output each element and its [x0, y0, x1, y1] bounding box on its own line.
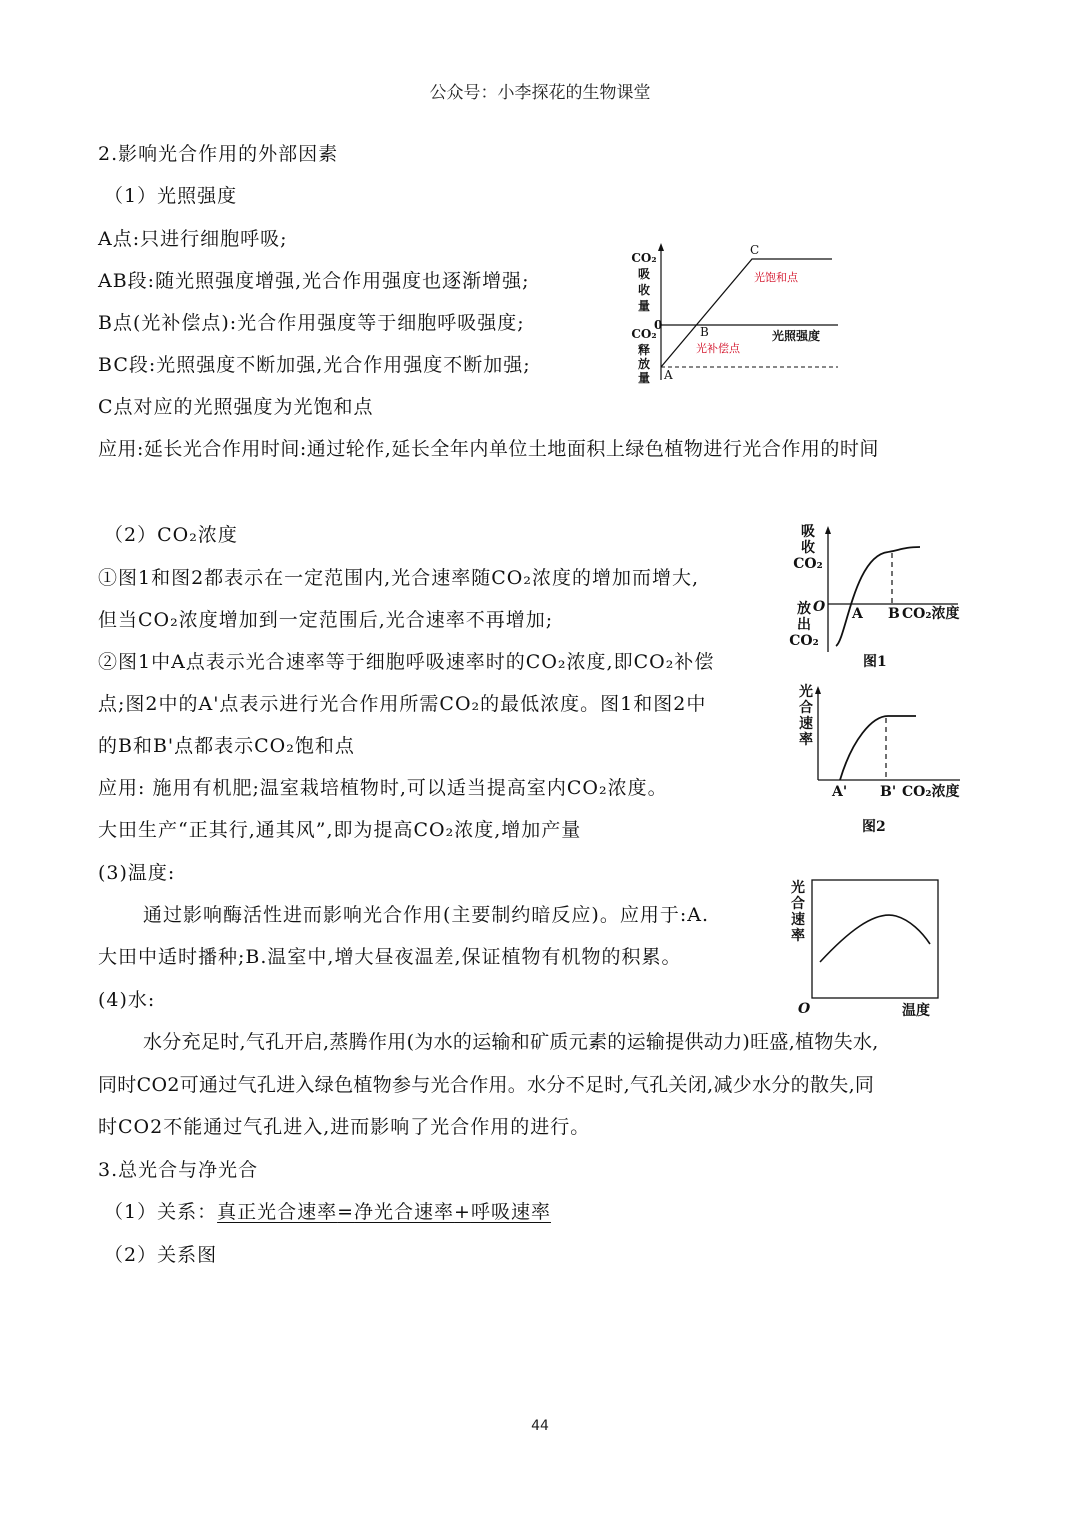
point-b-label: B — [888, 606, 900, 622]
y-axis-label: 量 — [637, 299, 651, 313]
point-b-label: B' — [880, 784, 897, 800]
light-response-curve — [661, 259, 832, 367]
relation-equals: = — [337, 1201, 355, 1223]
co2-response-curve — [836, 547, 920, 646]
y-axis-arrow — [825, 526, 831, 534]
text-line: B点(光补偿点):光合作用强度等于细胞呼吸强度; — [98, 312, 525, 334]
relation-net-rate: 净光合速率 — [354, 1201, 455, 1223]
x-axis-label: 光照强度 — [772, 329, 821, 343]
subheading-temp: (3)温度: — [98, 862, 176, 884]
y-axis-label: CO₂ — [789, 633, 819, 649]
x-axis-label: CO₂浓度 — [902, 784, 960, 800]
y-axis-label: 合 — [791, 896, 805, 912]
y-axis-label: 释 — [637, 343, 651, 357]
text-line: ①图1和图2都表示在一定范围内,光合速率随CO₂浓度的增加而增大, — [98, 567, 699, 589]
text-line: 通过影响酶活性进而影响光合作用(主要制约暗反应)。应用于:A. — [143, 904, 709, 926]
y-axis-label: 速 — [791, 912, 805, 928]
point-a-label: A — [664, 368, 673, 382]
compensation-point-label: 光补偿点 — [696, 342, 740, 355]
figure-2-chart — [790, 680, 970, 838]
text-line: 应用:延长光合作用时间:通过轮作,延长全年内单位土地面积上绿色植物进行光合作用的时间 — [98, 438, 879, 460]
subheading-water: (4)水: — [98, 989, 156, 1011]
text-line: 时CO2不能通过气孔进入,进而影响了光合作用的进行。 — [98, 1116, 591, 1138]
relation-plus: + — [454, 1201, 471, 1223]
zero-label: 0 — [654, 318, 663, 332]
y-axis-label: 收 — [637, 283, 651, 297]
saturation-point-label: 光饱和点 — [754, 271, 798, 284]
x-axis-label: 温度 — [902, 1003, 930, 1019]
y-axis-label: 收 — [801, 540, 815, 556]
page-header: 公众号：小李探花的生物课堂 — [429, 83, 651, 103]
text-line: 点;图2中的A'点表示进行光合作用所需CO₂的最低浓度。图1和图2中 — [98, 693, 707, 715]
point-a-label: A' — [832, 784, 848, 800]
y-axis-label: 率 — [791, 928, 805, 944]
section-title: 3.总光合与净光合 — [98, 1159, 259, 1181]
text-line: C点对应的光照强度为光饱和点 — [98, 396, 374, 418]
origin-label: O — [813, 599, 826, 615]
section-title: 2.影响光合作用的外部因素 — [98, 143, 339, 165]
y-axis-label: 合 — [799, 700, 813, 716]
y-axis-label: 吸 — [801, 524, 815, 540]
y-axis-arrow — [815, 686, 821, 694]
co2-response-curve — [840, 716, 916, 780]
y-axis-label: CO₂ — [793, 556, 823, 572]
relation-line — [104, 1198, 551, 1226]
text-line: 同时CO2可通过气孔进入绿色植物参与光合作用。水分不足时,气孔关闭,减少水分的散失,同 — [98, 1074, 875, 1096]
y-axis-arrow — [658, 243, 664, 251]
plot-frame — [812, 880, 938, 998]
y-axis-label: 放 — [797, 601, 811, 617]
temperature-response-curve — [820, 915, 930, 962]
y-axis-label: 出 — [797, 617, 811, 633]
y-axis-label: CO₂ — [631, 251, 657, 265]
relation-true-rate: 真正光合速率 — [217, 1201, 338, 1223]
temperature-chart — [786, 874, 946, 1022]
x-axis-label: CO₂浓度 — [902, 606, 960, 622]
text-line: 水分充足时,气孔开启,蒸腾作用(为水的运输和矿质元素的运输提供动力)旺盛,植物失水, — [143, 1031, 879, 1053]
y-axis-label: 率 — [799, 732, 813, 748]
text-line: 但当CO₂浓度增加到一定范围后,光合速率不再增加; — [98, 609, 554, 631]
text-line: 大田中适时播种;B.温室中,增大昼夜温差,保证植物有机物的积累。 — [98, 946, 682, 968]
figure-caption: 图1 — [863, 654, 887, 670]
point-c-label: C — [750, 243, 760, 257]
y-axis-label: CO₂ — [631, 327, 657, 341]
text-line: 应用: 施用有机肥;温室栽培植物时,可以适当提高室内CO₂浓度。 — [98, 777, 668, 799]
text-line: ②图1中A点表示光合速率等于细胞呼吸速率时的CO₂浓度,即CO₂补偿 — [98, 651, 715, 673]
light-intensity-chart — [620, 240, 845, 390]
subheading-co2: （2）CO₂浓度 — [104, 524, 238, 546]
y-axis-label: 光 — [799, 684, 813, 700]
figure-caption: 图2 — [862, 819, 886, 835]
relation-respiration-rate: 呼吸速率 — [470, 1201, 551, 1223]
y-axis-label: 速 — [799, 716, 813, 732]
subheading-diagram: （2）关系图 — [104, 1244, 218, 1266]
text-line: 的B和B'点都表示CO₂饱和点 — [98, 735, 355, 757]
y-axis-label: 吸 — [637, 267, 651, 281]
page-number: 44 — [531, 1418, 549, 1434]
relation-label: （1）关系： — [104, 1201, 218, 1223]
y-axis-label: 光 — [791, 880, 805, 896]
subheading-light: （1）光照强度 — [104, 185, 238, 207]
text-line: A点:只进行细胞呼吸; — [98, 228, 288, 250]
figure-1-chart — [788, 520, 970, 672]
point-a-label: A — [852, 606, 863, 622]
text-line: 大田生产“正其行,通其风”,即为提高CO₂浓度,增加产量 — [98, 819, 582, 841]
text-line: AB段:随光照强度增强,光合作用强度也逐渐增强; — [98, 270, 530, 292]
y-axis-label: 量 — [637, 371, 651, 385]
y-axis-label: 放 — [637, 357, 651, 371]
text-line: BC段:光照强度不断加强,光合作用强度不断加强; — [98, 354, 531, 376]
point-b-label: B — [700, 325, 709, 339]
origin-label: O — [798, 1001, 811, 1017]
